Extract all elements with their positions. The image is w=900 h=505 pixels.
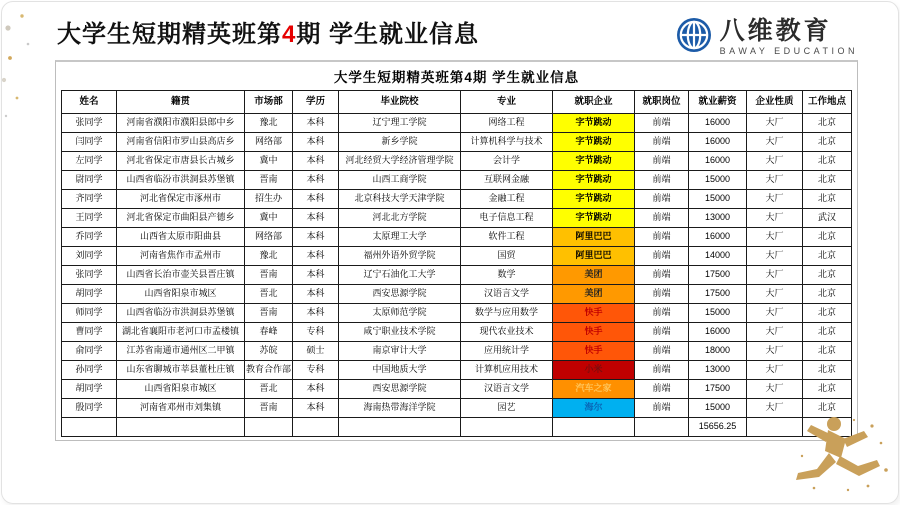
cell: 前端 — [635, 133, 689, 152]
cell: 山西省太原市阳曲县 — [117, 228, 245, 247]
page-title-prefix: 大学生短期精英班第 — [57, 21, 282, 48]
cell: 河北省保定市涿州市 — [117, 190, 245, 209]
cell: 大厂 — [747, 285, 803, 304]
cell: 前端 — [635, 399, 689, 418]
company-cell: 字节跳动 — [553, 190, 635, 209]
cell: 前端 — [635, 190, 689, 209]
cell: 大厂 — [747, 190, 803, 209]
cell: 晋北 — [245, 285, 293, 304]
table-row — [62, 133, 852, 152]
cell: 会计学 — [461, 152, 553, 171]
cell: 北京 — [803, 323, 852, 342]
cell: 春峰 — [245, 323, 293, 342]
cell: 应用统计学 — [461, 342, 553, 361]
cell: 前端 — [635, 114, 689, 133]
cell: 本科 — [293, 247, 339, 266]
cell: 招生办 — [245, 190, 293, 209]
column-header: 市场部 — [245, 91, 293, 114]
cell: 北京 — [803, 361, 852, 380]
cell: 湖北省襄阳市老河口市孟楼镇 — [117, 323, 245, 342]
cell: 中国地质大学 — [339, 361, 461, 380]
column-header: 姓名 — [62, 91, 117, 114]
column-header: 籍贯 — [117, 91, 245, 114]
cell: 本科 — [293, 399, 339, 418]
cell: 前端 — [635, 285, 689, 304]
cell — [635, 418, 689, 437]
cell: 15000 — [689, 190, 747, 209]
cell: 福州外语外贸学院 — [339, 247, 461, 266]
table-row — [62, 171, 852, 190]
cell: 本科 — [293, 114, 339, 133]
cell: 本科 — [293, 209, 339, 228]
cell: 河北省保定市曲阳县产德乡 — [117, 209, 245, 228]
cell: 西安思源学院 — [339, 285, 461, 304]
column-header: 企业性质 — [747, 91, 803, 114]
cell: 大厂 — [747, 171, 803, 190]
cell: 北京 — [803, 133, 852, 152]
cell: 山西省长治市壶关县晋庄镇 — [117, 266, 245, 285]
cell: 前端 — [635, 171, 689, 190]
table-row — [62, 285, 852, 304]
cell: 前端 — [635, 266, 689, 285]
table-row — [62, 228, 852, 247]
globe-icon — [675, 16, 713, 59]
table-row — [62, 209, 852, 228]
cell: 大厂 — [747, 399, 803, 418]
page-title-session-number: 4 — [282, 21, 297, 48]
cell: 电子信息工程 — [461, 209, 553, 228]
cell: 河北经贸大学经济管理学院 — [339, 152, 461, 171]
cell: 俞同学 — [62, 342, 117, 361]
cell: 武汉 — [803, 209, 852, 228]
logo-name-cn: 八维教育 — [719, 17, 832, 45]
cell: 大厂 — [747, 266, 803, 285]
cell: 左同学 — [62, 152, 117, 171]
cell: 豫北 — [245, 247, 293, 266]
company-cell: 字节跳动 — [553, 133, 635, 152]
cell: 张同学 — [62, 114, 117, 133]
cell: 互联网金融 — [461, 171, 553, 190]
cell: 晋北 — [245, 380, 293, 399]
company-cell: 汽车之家 — [553, 380, 635, 399]
cell: 曹同学 — [62, 323, 117, 342]
cell: 北京 — [803, 304, 852, 323]
cell: 专科 — [293, 361, 339, 380]
baway-logo — [675, 16, 858, 59]
cell: 17500 — [689, 266, 747, 285]
cell: 山西省阳泉市城区 — [117, 285, 245, 304]
table-row — [62, 114, 852, 133]
table-row — [62, 380, 852, 399]
cell: 本科 — [293, 133, 339, 152]
table-row — [62, 361, 852, 380]
cell: 刘同学 — [62, 247, 117, 266]
cell: 本科 — [293, 285, 339, 304]
cell — [117, 418, 245, 437]
company-cell: 小米 — [553, 361, 635, 380]
cell: 河南省濮阳市濮阳县郎中乡 — [117, 114, 245, 133]
cell: 16000 — [689, 323, 747, 342]
employment-table — [61, 90, 852, 437]
cell: 软件工程 — [461, 228, 553, 247]
cell: 河南省邓州市刘集镇 — [117, 399, 245, 418]
company-cell: 阿里巴巴 — [553, 247, 635, 266]
employment-table-panel — [55, 60, 858, 441]
cell: 北京 — [803, 190, 852, 209]
cell: 大厂 — [747, 304, 803, 323]
company-cell: 美团 — [553, 285, 635, 304]
cell: 王同学 — [62, 209, 117, 228]
company-cell: 阿里巴巴 — [553, 228, 635, 247]
cell: 15000 — [689, 171, 747, 190]
cell: 新乡学院 — [339, 133, 461, 152]
cell: 前端 — [635, 228, 689, 247]
cell: 北京 — [803, 380, 852, 399]
cell: 南京审计大学 — [339, 342, 461, 361]
cell: 乔同学 — [62, 228, 117, 247]
cell: 前端 — [635, 247, 689, 266]
cell: 18000 — [689, 342, 747, 361]
cell: 汉语言文学 — [461, 380, 553, 399]
table-row — [62, 304, 852, 323]
page-title-suffix: 期 学生就业信息 — [296, 21, 480, 48]
cell: 江苏省南通市通州区二甲镇 — [117, 342, 245, 361]
cell: 北京 — [803, 247, 852, 266]
cell: 教育合作部 — [245, 361, 293, 380]
cell: 汉语言文学 — [461, 285, 553, 304]
cell: 山东省聊城市莘县董杜庄镇 — [117, 361, 245, 380]
cell: 北京 — [803, 285, 852, 304]
cell: 16000 — [689, 228, 747, 247]
cell: 冀中 — [245, 152, 293, 171]
summary-row — [62, 418, 852, 437]
cell: 齐同学 — [62, 190, 117, 209]
cell: 数学 — [461, 266, 553, 285]
cell: 辽宁理工学院 — [339, 114, 461, 133]
cell — [245, 418, 293, 437]
cell: 北京 — [803, 342, 852, 361]
cell: 北京 — [803, 114, 852, 133]
cell: 园艺 — [461, 399, 553, 418]
cell: 苏皖 — [245, 342, 293, 361]
cell: 大厂 — [747, 380, 803, 399]
cell: 河北省保定市唐县长古城乡 — [117, 152, 245, 171]
cell: 大厂 — [747, 323, 803, 342]
cell: 计算机科学与技术 — [461, 133, 553, 152]
cell: 计算机应用技术 — [461, 361, 553, 380]
cell: 16000 — [689, 152, 747, 171]
cell: 北京 — [803, 171, 852, 190]
cell: 硕士 — [293, 342, 339, 361]
company-cell: 快手 — [553, 323, 635, 342]
cell: 大厂 — [747, 228, 803, 247]
cell: 太原师范学院 — [339, 304, 461, 323]
cell: 现代农业技术 — [461, 323, 553, 342]
cell: 晋南 — [245, 399, 293, 418]
cell: 山西省临汾市洪洞县苏堡镇 — [117, 304, 245, 323]
cell: 前端 — [635, 342, 689, 361]
column-header: 就职岗位 — [635, 91, 689, 114]
cell: 本科 — [293, 190, 339, 209]
cell: 本科 — [293, 304, 339, 323]
cell: 前端 — [635, 323, 689, 342]
column-header: 毕业院校 — [339, 91, 461, 114]
cell: 北京 — [803, 228, 852, 247]
cell: 数学与应用数学 — [461, 304, 553, 323]
cell — [461, 418, 553, 437]
table-row — [62, 266, 852, 285]
cell: 北京 — [803, 152, 852, 171]
cell: 本科 — [293, 171, 339, 190]
cell: 大厂 — [747, 247, 803, 266]
cell: 前端 — [635, 304, 689, 323]
cell: 本科 — [293, 266, 339, 285]
cell: 13000 — [689, 361, 747, 380]
cell: 豫北 — [245, 114, 293, 133]
table-row — [62, 323, 852, 342]
cell — [293, 418, 339, 437]
cell: 前端 — [635, 380, 689, 399]
cell: 大厂 — [747, 133, 803, 152]
cell: 辽宁石油化工大学 — [339, 266, 461, 285]
company-cell: 快手 — [553, 342, 635, 361]
cell: 大厂 — [747, 209, 803, 228]
company-cell: 美团 — [553, 266, 635, 285]
cell: 15000 — [689, 304, 747, 323]
cell: 师同学 — [62, 304, 117, 323]
cell: 张同学 — [62, 266, 117, 285]
column-header: 工作地点 — [803, 91, 852, 114]
salary-average-cell: 15656.25 — [689, 418, 747, 437]
cell: 晋南 — [245, 171, 293, 190]
cell: 专科 — [293, 323, 339, 342]
cell: 山西省阳泉市城区 — [117, 380, 245, 399]
company-cell: 字节跳动 — [553, 209, 635, 228]
cell: 17500 — [689, 380, 747, 399]
cell: 16000 — [689, 114, 747, 133]
cell: 河南省焦作市孟州市 — [117, 247, 245, 266]
cell: 国贸 — [461, 247, 553, 266]
cell: 殷同学 — [62, 399, 117, 418]
cell — [339, 418, 461, 437]
column-header: 学历 — [293, 91, 339, 114]
table-row — [62, 399, 852, 418]
cell: 16000 — [689, 133, 747, 152]
company-cell: 字节跳动 — [553, 171, 635, 190]
cell: 山西工商学院 — [339, 171, 461, 190]
column-header: 就职企业 — [553, 91, 635, 114]
page-title — [57, 14, 479, 49]
cell: 金融工程 — [461, 190, 553, 209]
cell: 北京科技大学天津学院 — [339, 190, 461, 209]
cell: 北京 — [803, 266, 852, 285]
cell: 咸宁职业技术学院 — [339, 323, 461, 342]
table-row — [62, 247, 852, 266]
cell: 晋南 — [245, 304, 293, 323]
runner-decoration — [784, 410, 894, 505]
cell: 晋南 — [245, 266, 293, 285]
cell: 前端 — [635, 209, 689, 228]
cell: 孙同学 — [62, 361, 117, 380]
header-row — [62, 91, 852, 114]
cell: 17500 — [689, 285, 747, 304]
cell: 本科 — [293, 380, 339, 399]
cell: 北京 — [803, 399, 852, 418]
cell — [553, 418, 635, 437]
cell: 网络部 — [245, 133, 293, 152]
cell: 河北北方学院 — [339, 209, 461, 228]
company-cell: 字节跳动 — [553, 114, 635, 133]
company-cell: 字节跳动 — [553, 152, 635, 171]
cell: 尉同学 — [62, 171, 117, 190]
table-row — [62, 190, 852, 209]
cell: 网络部 — [245, 228, 293, 247]
cell: 15000 — [689, 399, 747, 418]
cell: 大厂 — [747, 342, 803, 361]
cell: 本科 — [293, 228, 339, 247]
company-cell: 快手 — [553, 304, 635, 323]
column-header: 就业薪资 — [689, 91, 747, 114]
cell: 13000 — [689, 209, 747, 228]
cell: 胡同学 — [62, 380, 117, 399]
cell: 大厂 — [747, 114, 803, 133]
cell: 太原理工大学 — [339, 228, 461, 247]
cell: 河南省信阳市罗山县高店乡 — [117, 133, 245, 152]
table-title: 大学生短期精英班第4期 学生就业信息 — [333, 70, 580, 85]
cell: 14000 — [689, 247, 747, 266]
company-cell: 海尔 — [553, 399, 635, 418]
cell: 海南热带海洋学院 — [339, 399, 461, 418]
logo-name-en: BAWAY EDUCATION — [719, 46, 858, 56]
cell: 前端 — [635, 152, 689, 171]
cell: 网络工程 — [461, 114, 553, 133]
cell: 本科 — [293, 152, 339, 171]
cell: 西安思源学院 — [339, 380, 461, 399]
cell: 冀中 — [245, 209, 293, 228]
column-header: 专业 — [461, 91, 553, 114]
cell: 胡同学 — [62, 285, 117, 304]
cell: 大厂 — [747, 361, 803, 380]
cell: 山西省临汾市洪洞县苏堡镇 — [117, 171, 245, 190]
cell: 大厂 — [747, 152, 803, 171]
table-row — [62, 342, 852, 361]
cell: 前端 — [635, 361, 689, 380]
table-row — [62, 152, 852, 171]
cell — [62, 418, 117, 437]
cell: 闫同学 — [62, 133, 117, 152]
